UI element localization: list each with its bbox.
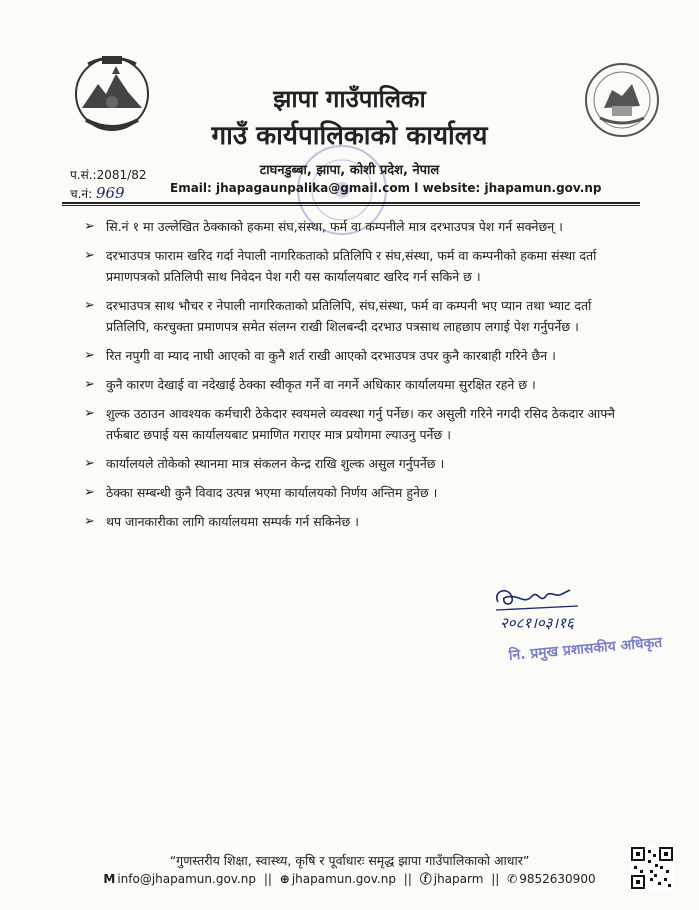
arrow-bullet-icon: ➢ (84, 514, 95, 529)
website-label: website: (422, 181, 481, 195)
email-label: Email: (170, 181, 212, 195)
arrow-bullet-icon: ➢ (84, 219, 95, 234)
list-item: ➢ सि.नं १ मा उल्लेखित ठेक्काको हकमा संघ,संस्था, फर्म वा कम्पनीले मात्र दरभाउपत्र पेश गर्न सक्नेछन् । (84, 216, 624, 237)
footer-facebook-link[interactable]: jhaparm (433, 872, 484, 886)
office-name: गाउँ कार्यपालिकाको कार्यालय (211, 121, 488, 151)
footer-contact-bar (0, 870, 699, 887)
arrow-bullet-icon: ➢ (84, 348, 95, 363)
footer-separator: || (403, 872, 412, 886)
list-item: ➢ कुनै कारण देखाई वा नदेखाई ठेक्का स्वीकृत गर्ने वा नगर्ने अधिकार कार्यालयमा सुरक्षित रहने छ । (84, 374, 624, 395)
footer-email-link[interactable]: info@jhapamun.gov.np (117, 872, 256, 886)
header-website-link[interactable]: jhapamun.gov.np (484, 181, 602, 195)
list-item: ➢ कार्यालयले तोकेको स्थानमा मात्र संकलन केन्द्र राखि शुल्क असुल गर्नुपर्नेछ । (84, 453, 624, 474)
chalani-number (70, 184, 125, 202)
header-divider (62, 202, 640, 204)
footer-separator: || (263, 872, 272, 886)
arrow-bullet-icon: ➢ (84, 298, 95, 313)
patra-label: प.सं.: (70, 168, 97, 182)
list-item: ➢ थप जानकारीका लागि कार्यालयमा सम्पर्क गर्न सकिनेछ । (84, 511, 624, 532)
arrow-bullet-icon: ➢ (84, 377, 95, 392)
arrow-bullet-icon: ➢ (84, 406, 95, 421)
list-item: ➢ ठेक्का सम्बन्धी कुनै विवाद उत्पन्न भएमा कार्यालयको निर्णय अन्तिम हुनेछ । (84, 482, 624, 503)
signature-date: २०८१।०३।१६ (500, 614, 574, 632)
footer-slogan: “गुणस्तरीय शिक्षा, स्वास्थ्य, कृषि र पूर्वाधारः समृद्ध झापा गाउँपालिकाको आधार” (169, 853, 530, 868)
globe-icon: ⊕ (279, 872, 290, 886)
list-item: ➢ दरभाउपत्र फाराम खरिद गर्दा नेपाली नागरिकताको प्रतिलिपि र संघ,संस्था, फर्म वा कम्पनीको हकमा संस्था दर्ता प्रमाणपत्रको प्रतिलिपी साथ निवेदन पेश गरी यस कार्यालयबाट खरिद गर्न सकिने छ । (84, 245, 624, 287)
list-item: ➢ रित नपुगी वा म्याद नाघी आएको वा कुनै शर्त राखी आएको दरभाउपत्र उपर कुनै कारबाही गरिने छैन । (84, 345, 624, 366)
header-divider-thin (62, 205, 640, 206)
designation-stamp: नि. प्रमुख प्रशासकीय अधिकृत (508, 634, 663, 664)
footer-website-link[interactable]: jhapamun.gov.np (291, 872, 396, 886)
office-address: टाघनडुब्बा, झापा, कोशी प्रदेश, नेपाल (259, 163, 440, 178)
facebook-icon: ⓕ (419, 872, 432, 886)
patra-value: 2081/82 (96, 168, 147, 182)
header-contact (170, 181, 601, 195)
chalani-value: 969 (95, 184, 125, 202)
gmail-icon: M (103, 872, 116, 886)
footer-phone[interactable]: 9852630900 (519, 872, 596, 886)
arrow-bullet-icon: ➢ (84, 485, 95, 500)
arrow-bullet-icon: ➢ (84, 456, 95, 471)
list-item: ➢ शुल्क उठाउन आवश्यक कर्मचारी ठेकेदार स्वयमले व्यवस्था गर्नु पर्नेछ। कर असुली गरिने नगदी रसिद ठेकदार आफ्नै तर्फबाट छपाई यस कार्यालयबाट प्रमाणित गराएर मात्र प्रयोगमा ल्याउनु पर्नेछ । (84, 403, 624, 445)
chalani-label: च.नं: (70, 187, 93, 201)
patra-sankhya (70, 166, 146, 183)
footer-separator: || (491, 872, 500, 886)
header-email-link[interactable]: jhapagaunpalika@gmail.com (216, 181, 411, 195)
organization-name: झापा गाउँपालिका (273, 85, 426, 113)
qr-code[interactable] (630, 846, 674, 890)
phone-icon: ✆ (507, 872, 518, 886)
contact-separator: l (414, 181, 419, 195)
handwritten-signature (488, 580, 618, 642)
list-item: ➢ दरभाउपत्र साथ भौचर र नेपाली नागरिकताको प्रतिलिपि, संघ,संस्था, फर्म वा कम्पनी भए प्यान तथा भ्याट दर्ता प्रतिलिपि, करचुक्ता प्रमाणपत्र समेत संलग्न राखी शिलबन्दी दरभाउ पत्रसाथ लाहछाप लगाई पेश गर्नुपर्नेछ । (84, 295, 624, 337)
arrow-bullet-icon: ➢ (84, 248, 95, 263)
notice-conditions-list (84, 216, 624, 540)
